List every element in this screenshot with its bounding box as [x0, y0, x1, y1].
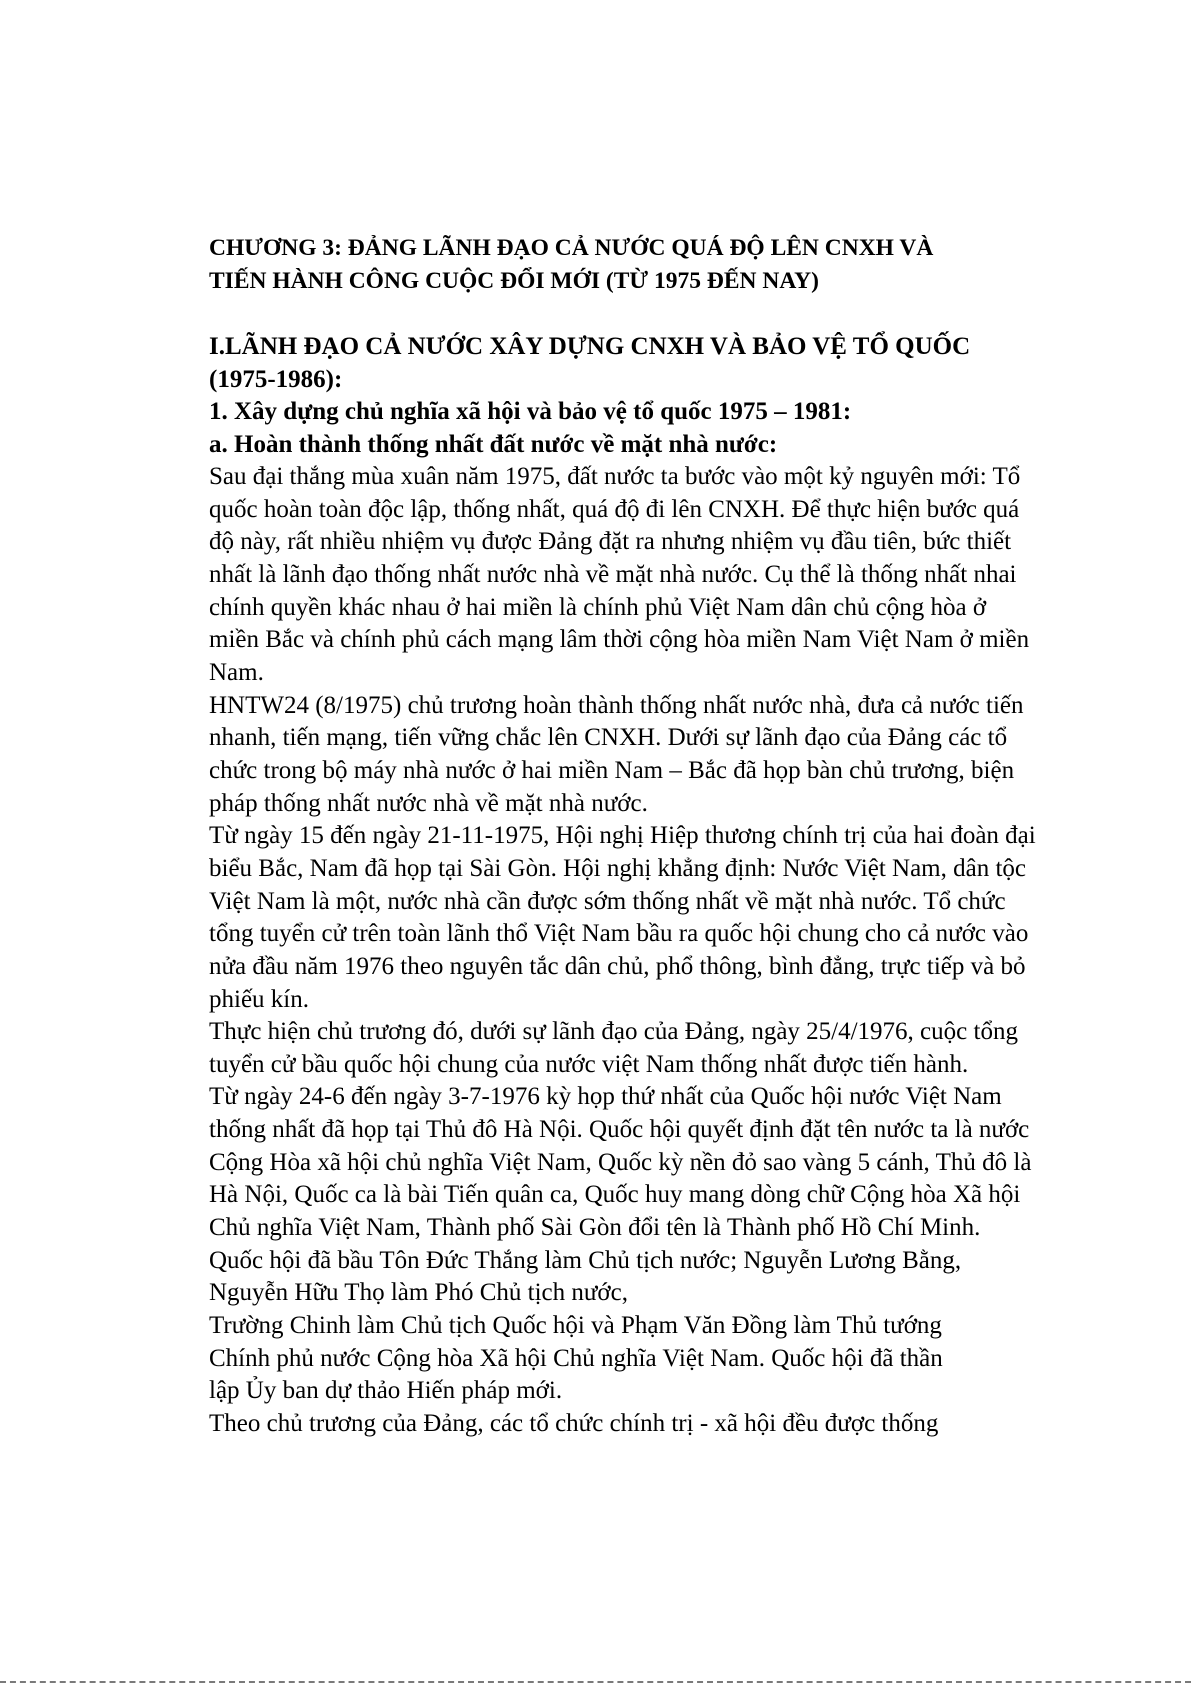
subsection-1-heading: 1. Xây dựng chủ nghĩa xã hội và bảo vệ tổ quốc 1975 – 1981: [209, 398, 852, 425]
text-line: Từ ngày 24-6 đến ngày 3-7-1976 kỳ họp thứ nhất của Quốc hội nước Việt Nam [209, 1083, 1002, 1111]
section-title [209, 330, 1069, 396]
chapter-title [209, 232, 1069, 297]
text-line: Việt Nam là một, nước nhà cần được sớm thống nhất về mặt nhà nước. Tổ chức [209, 887, 1006, 915]
text-line: Trường Chinh làm Chủ tịch Quốc hội và Phạm Văn Đồng làm Thủ tướng [209, 1312, 942, 1340]
text-line: nửa đầu năm 1976 theo nguyên tắc dân chủ, phổ thông, bình đẳng, trực tiếp và bỏ [209, 952, 1026, 980]
paragraph-6 [209, 1310, 1069, 1408]
text-line: biểu Bắc, Nam đã họp tại Sài Gòn. Hội nghị khẳng định: Nước Việt Nam, dân tộc [209, 854, 1027, 882]
page-bottom-rule [0, 1681, 1191, 1683]
text-line: độ này, rất nhiều nhiệm vụ được Đảng đặt ra nhưng nhiệm vụ đầu tiên, bức thiết [209, 528, 1012, 556]
text-line: nhất là lãnh đạo thống nhất nước nhà về mặt nhà nước. Cụ thể là thống nhất nhai [209, 560, 1017, 588]
text-line: HNTW24 (8/1975) chủ trương hoàn thành thống nhất nước nhà, đưa cả nước tiến [209, 691, 1024, 719]
text-line: Nguyễn Hữu Thọ làm Phó Chủ tịch nước, [209, 1279, 628, 1307]
text-line: chức trong bộ máy nhà nước ở hai miền Nam – Bắc đã họp bàn chủ trương, biện [209, 756, 1015, 784]
chapter-title-line: CHƯƠNG 3: ĐẢNG LÃNH ĐẠO CẢ NƯỚC QUÁ ĐỘ LÊN CNXH VÀ [209, 235, 934, 261]
text-line: Chủ nghĩa Việt Nam, Thành phố Sài Gòn đổi tên là Thành phố Hồ Chí Minh. [209, 1214, 981, 1242]
paragraph-7 [209, 1408, 1069, 1441]
section-title-line: (1975-1986): [209, 366, 343, 393]
text-line: tổng tuyển cử trên toàn lãnh thổ Việt Nam bầu ra quốc hội chung cho cả nước vào [209, 920, 1029, 948]
subsection-a-heading: a. Hoàn thành thống nhất đất nước về mặt nhà nước: [209, 430, 778, 458]
text-line: Chính phủ nước Cộng hòa Xã hội Chủ nghĩa Việt Nam. Quốc hội đã thần [209, 1344, 943, 1372]
text-line: quốc hoàn toàn độc lập, thống nhất, quá độ đi lên CNXH. Để thực hiện bước quá [209, 495, 1020, 523]
paragraph-5 [209, 1081, 1069, 1310]
document-content [209, 232, 1069, 1441]
paragraph-2 [209, 690, 1069, 821]
text-line: Theo chủ trương của Đảng, các tổ chức chính trị - xã hội đều được thống [209, 1410, 939, 1438]
text-line: Hà Nội, Quốc ca là bài Tiến quân ca, Quốc huy mang dòng chữ Cộng hòa Xã hội [209, 1181, 1021, 1209]
text-line: tuyển cử bầu quốc hội chung của nước việt Nam thống nhất được tiến hành. [209, 1050, 969, 1078]
text-line: phiếu kín. [209, 985, 309, 1013]
text-line: chính quyền khác nhau ở hai miền là chính phủ Việt Nam dân chủ cộng hòa ở [209, 593, 987, 621]
text-line: lập Ủy ban dự thảo Hiến pháp mới. [209, 1377, 563, 1405]
text-line: miền Bắc và chính phủ cách mạng lâm thời cộng hòa miền Nam Việt Nam ở miền [209, 626, 1030, 654]
text-line: pháp thống nhất nước nhà về mặt nhà nước. [209, 789, 648, 817]
paragraph-1 [209, 461, 1069, 690]
text-line: Cộng Hòa xã hội chủ nghĩa Việt Nam, Quốc kỳ nền đỏ sao vàng 5 cánh, Thủ đô là [209, 1148, 1032, 1176]
text-line: Thực hiện chủ trương đó, dưới sự lãnh đạo của Đảng, ngày 25/4/1976, cuộc tổng [209, 1018, 1018, 1046]
text-line: Sau đại thắng mùa xuân năm 1975, đất nước ta bước vào một kỷ nguyên mới: Tổ [209, 463, 1021, 490]
text-line: Quốc hội đã bầu Tôn Đức Thắng làm Chủ tịch nước; Nguyễn Lương Bằng, [209, 1246, 962, 1274]
paragraph-3 [209, 820, 1069, 1016]
text-line: Từ ngày 15 đến ngày 21-11-1975, Hội nghị Hiệp thương chính trị của hai đoàn đại [209, 822, 1036, 850]
text-line: nhanh, tiến mạng, tiến vững chắc lên CNXH. Dưới sự lãnh đạo của Đảng các tổ [209, 724, 1008, 752]
text-line: Nam. [209, 658, 264, 686]
section-title-line: I.LÃNH ĐẠO CẢ NƯỚC XÂY DỰNG CNXH VÀ BẢO VỆ TỔ QUỐC [209, 333, 971, 360]
paragraph-4 [209, 1016, 1069, 1081]
chapter-title-line: TIẾN HÀNH CÔNG CUỘC ĐỔI MỚI (TỪ 1975 ĐẾN NAY) [209, 267, 819, 294]
text-line: thống nhất đã họp tại Thủ đô Hà Nội. Quốc hội quyết định đặt tên nước ta là nước [209, 1116, 1030, 1144]
